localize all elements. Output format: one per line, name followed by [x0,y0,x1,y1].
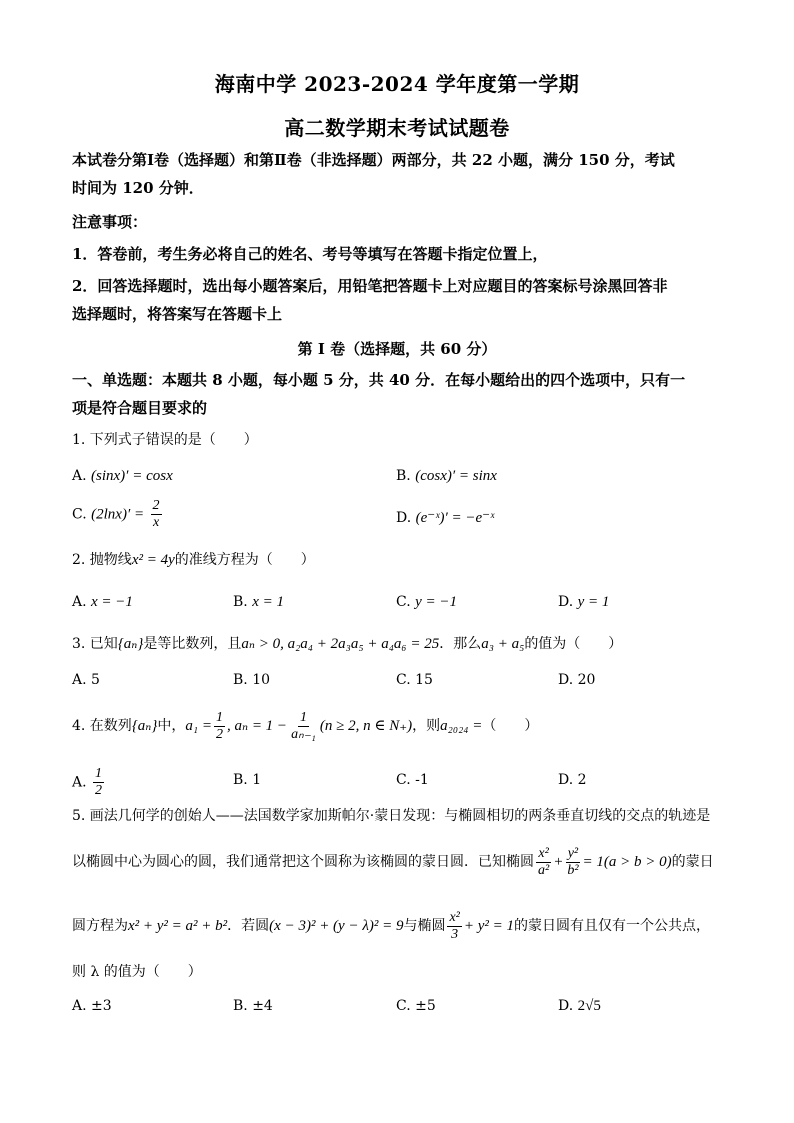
q2-option-d: D. y = 1 [558,594,610,610]
q4-option-a: A. $\frac{1}{2}$ [72,766,103,798]
question-3-stem: 3. 已知{aₙ}是等比数列，且aₙ > 0, a₂a₄ + 2a₃a₅ + a₄a₆ = 25．那么a₃ + a₅的值为（ ） [72,636,623,652]
question-2-stem: 2. 抛物线x² = 4y的准线方程为（ ） [72,552,315,568]
q1-option-d: D. (e⁻ˣ)′ = −e⁻ˣ [396,510,495,526]
q1-option-b: B. (cosx)′ = sinx [396,468,497,484]
q2-option-b: B. x = 1 [233,594,284,610]
intro-line-2: 时间为 120 分钟． [72,179,204,197]
section-desc-2: 项是符合题目要求的 [72,399,208,417]
question-4-stem: 4. 在数列{aₙ}中，a₁ = $\frac{1}{2}$ , aₙ = 1 − $\frac{1}{\text{aₙ₋₁}}$ (n ≥ 2, n ∈ N₊)，则a₂₀₂₄ =（ ） [72,709,539,742]
q5-option-b: B. ±4 [233,998,273,1014]
intro-line-1: 本试卷分第Ⅰ卷（选择题）和第Ⅱ卷（非选择题）两部分，共 22 小题，满分 150 分，考试 [72,151,675,169]
q4-option-c: C. -1 [396,772,429,788]
q4-option-b: B. 1 [233,772,262,788]
q1-option-b-math: (cosx)′ = sinx [415,468,497,484]
notice-item-1: 1．答卷前，考生务必将自己的姓名、考号等填写在答题卡指定位置上， [72,245,548,263]
q1-option-a: A. (sinx)′ = cosx [72,468,173,484]
q5-option-d: D. 2√5 [558,998,601,1014]
notice-item-2b: 选择题时，将答案写在答题卡上 [72,305,283,323]
notice-title: 注意事项： [72,213,148,231]
question-5-line-1: 5. 画法几何学的创始人——法国数学家加斯帕尔·蒙日发现：与椭圆相切的两条垂直切线的交点的轨迹是 [72,808,711,824]
q3-option-c: C. 15 [396,672,433,688]
q5-option-a: A. ±3 [72,998,112,1014]
question-1-stem: 1. 下列式子错误的是（ ） [72,432,258,448]
q2-option-a: A. x = −1 [72,594,133,610]
q1-option-c-fraction: $\frac{2}{x}$ [152,498,160,530]
q1-option-c-math: (2lnx)′ = [91,506,145,523]
q3-option-d: D. 20 [558,672,596,688]
notice-item-2a: 2．回答选择题时，选出每小题答案后，用铅笔把答题卡上对应题目的答案标号涂黑回答非 [72,277,668,295]
q1-option-c: C. (2lnx)′ = $\frac{2}{x}$ [72,498,160,530]
q2-option-c: C. y = −1 [396,594,458,610]
exam-subtitle: 高二数学期末考试试题卷 [284,116,510,140]
q4-option-d: D. 2 [558,772,587,788]
section-heading: 第 I 卷（选择题，共 60 分） [297,340,497,358]
q3-option-a: A. 5 [72,672,100,688]
q1-option-d-math: (e⁻ˣ)′ = −e⁻ˣ [415,510,495,526]
q5-option-c: C. ±5 [396,998,436,1014]
exam-title: 海南中学 2023-2024 学年度第一学期 [214,72,580,96]
question-5-line-2: 以椭圆中心为圆心的圆，我们通常把这个圆称为该椭圆的蒙日圆．已知椭圆 $\frac{\text{x²}}{\text{a²}}$ + $\frac{\text{y²}}{\text{b²}}$ = 1(a > b > 0)的蒙日 [72,845,714,878]
q3-option-b: B. 10 [233,672,271,688]
question-5-line-3: 圆方程为x² + y² = a² + b²．若圆(x − 3)² + (y − λ)² = 9与椭圆 $\frac{\text{x²}}{3}$ + y² = 1的蒙日圆有且仅有一个公共点， [72,909,711,942]
section-desc-1: 一、单选题：本题共 8 小题，每小题 5 分，共 40 分．在每小题给出的四个选项中，只有一 [72,371,686,389]
q1-option-a-math: (sinx)′ = cosx [91,468,173,484]
question-5-line-4: 则 λ 的值为（ ） [72,964,202,980]
